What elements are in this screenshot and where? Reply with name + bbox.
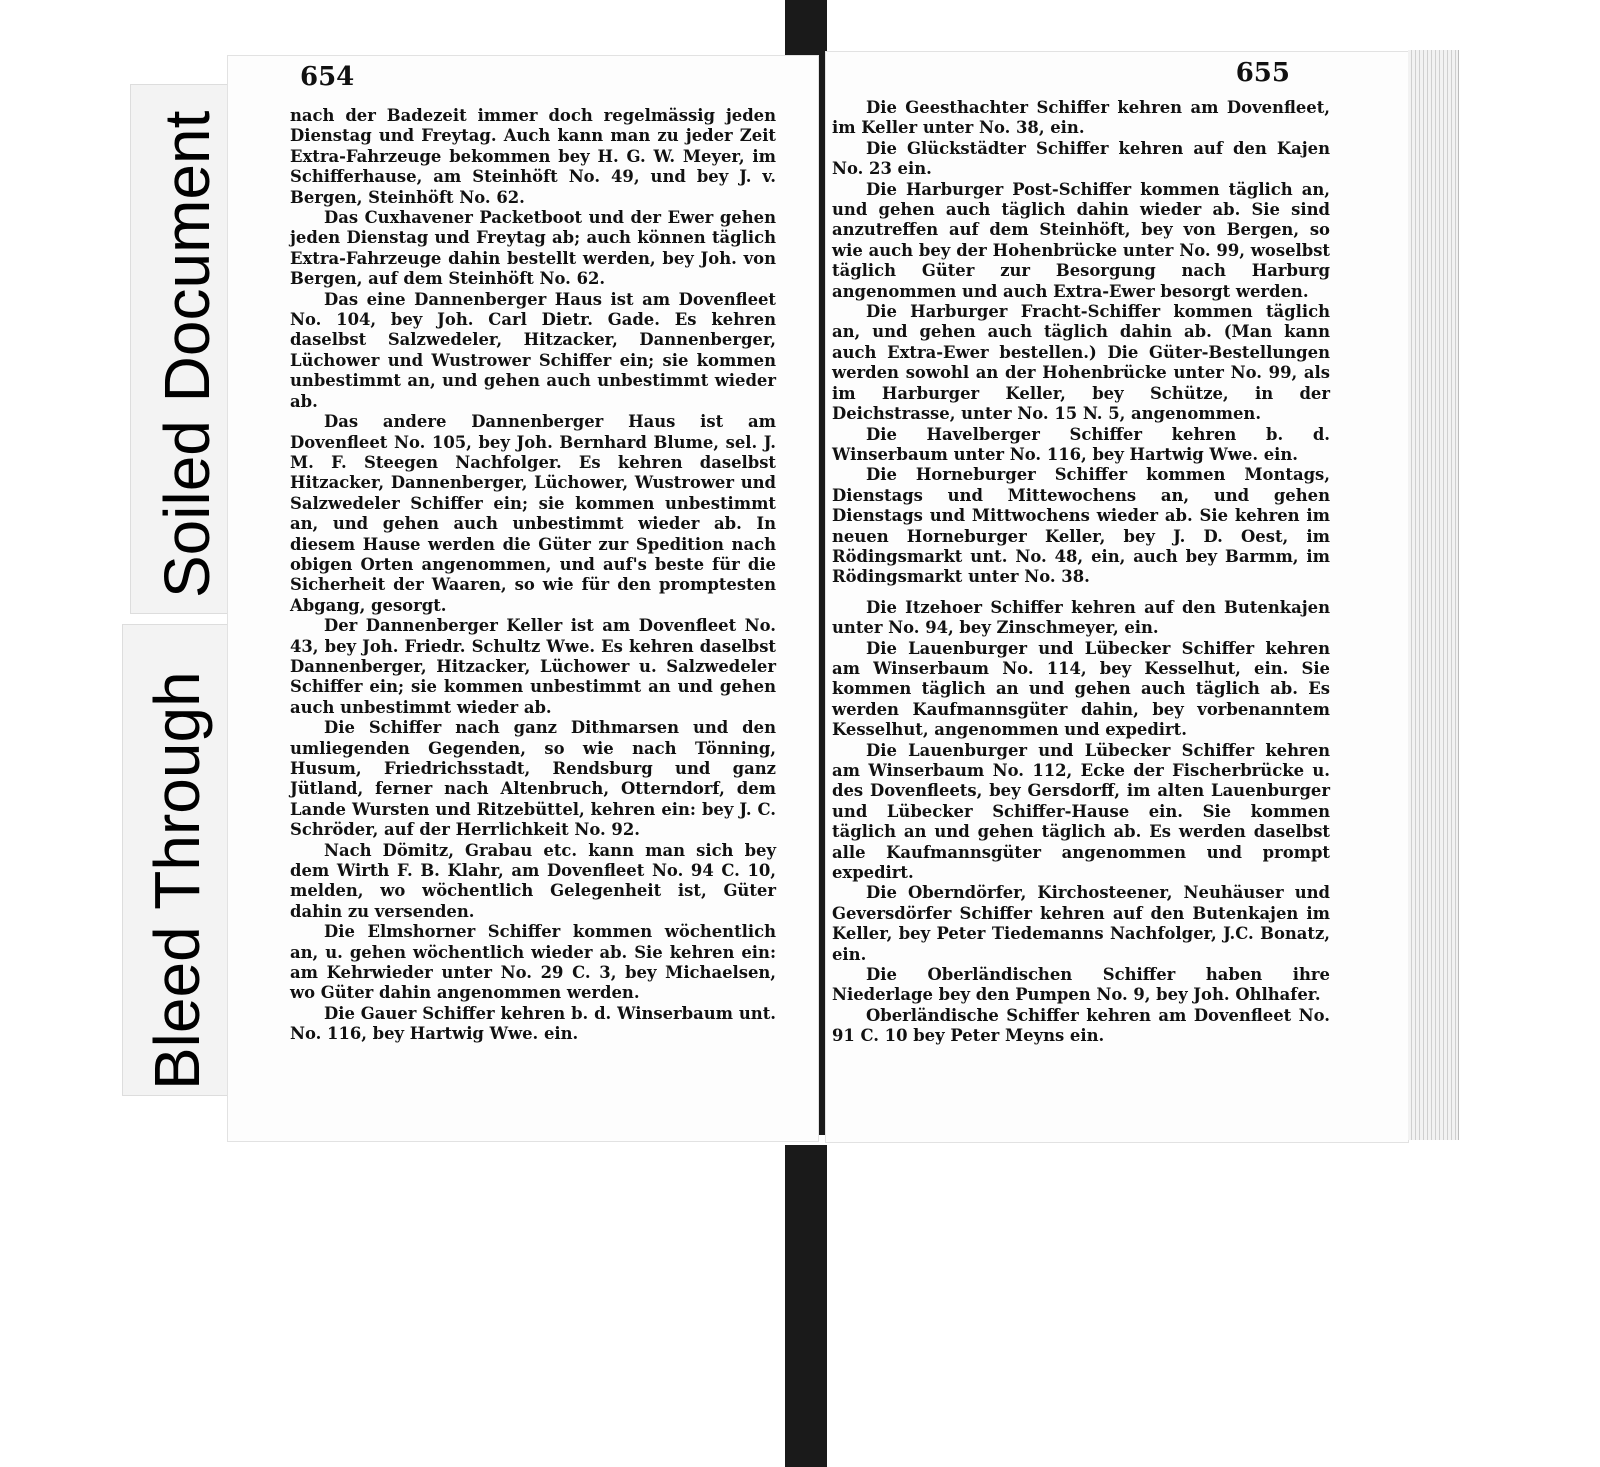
- left-paragraph: Die Schiffer nach ganz Dithmarsen und den umliegenden Gegenden, so wie nach Tönning, Husum, Friedrichsstadt, Rendsburg und ganz Jütland, ferner nach Altenbruch, Otterndorf, dem Lande Wursten und Ritzebüttel, kehren ein: bey J. C. Schröder, auf der Herrlichkeit No. 92.: [290, 718, 776, 840]
- left-paragraph: Das Cuxhavener Packetboot und der Ewer gehen jeden Dienstag und Freytag ab; auch können täglich Extra-Fahrzeuge dahin bestellt werden, bey Joh. von Bergen, auf dem Steinhöft No. 62.: [290, 208, 776, 289]
- right-paragraph: Die Lauenburger und Lübecker Schiffer kehren am Winserbaum No. 112, Ecke der Fischerbrücke u. des Dovenfleets, bey Gersdorff, im alten Lauenburger und Lübecker Schiffer-Hause ein. Sie kommen täglich an und gehen täglich ab. Es werden daselbst alle Kaufmannsgüter angenommen und prompt expedirt.: [832, 740, 1330, 883]
- left-page: [228, 56, 818, 1141]
- right-paragraph: Die Glückstädter Schiffer kehren auf den Kajen No. 23 ein.: [832, 138, 1330, 179]
- left-paragraph: Das eine Dannenberger Haus ist am Dovenfleet No. 104, bey Joh. Carl Dietr. Gade. Es kehren daselbst Salzwedeler, Hitzacker, Dannenberger, Lüchower und Wustrower Schiffer ein; sie kommen unbestimmt an, und gehen auch unbestimmt wieder ab.: [290, 289, 776, 411]
- bleed-through-label: Bleed Through: [141, 671, 213, 1090]
- right-paragraph: Oberländische Schiffer kehren am Dovenfleet No. 91 C. 10 bey Peter Meyns ein.: [832, 1005, 1330, 1046]
- right-paragraph: Die Oberndörfer, Kirchosteener, Neuhäuser und Geversdörfer Schiffer kehren auf den Butenkajen im Keller, bey Peter Tiedemanns Nachfolger, J.C. Bonatz, ein.: [832, 883, 1330, 964]
- right-paragraph: Die Horneburger Schiffer kommen Montags, Dienstags und Mittewochens an, und gehen Dienstags und Mittwochens wieder ab. Sie kehren im neuen Horneburger Keller, bey J. D. Oest, im Rödingsmarkt unt. No. 48, ein, auch bey Barmm, im Rödingsmarkt unter No. 38.: [832, 465, 1330, 587]
- right-page: [826, 52, 1408, 1142]
- right-page-text: [832, 98, 1330, 1047]
- right-page-number: 655: [1235, 58, 1290, 88]
- left-paragraph: nach der Badezeit immer doch regelmässig jeden Dienstag und Freytag. Auch kann man zu jeder Zeit Extra-Fahrzeuge bekommen bey H. G. W. Meyer, im Schifferhause, am Steinhöft No. 49, und bey J. v. Bergen, Steinhöft No. 62.: [290, 106, 776, 207]
- left-page-number: 654: [300, 62, 355, 92]
- right-paragraph: Die Harburger Fracht-Schiffer kommen täglich an, und gehen auch täglich dahin ab. (Man kann auch Extra-Ewer bestellen.) Die Güter-Bestellungen werden sowohl an der Hohenbrücke unter No. 99, als im Harburger Keller, bey Schütze, in der Deichstrasse, unter No. 15 N. 5, angenommen.: [832, 302, 1330, 424]
- right-paragraph: Die Oberländischen Schiffer haben ihre Niederlage bey den Pumpen No. 9, bey Joh. Ohlhafer.: [832, 965, 1330, 1005]
- left-paragraph: Die Gauer Schiffer kehren b. d. Winserbaum unt. No. 116, bey Hartwig Wwe. ein.: [290, 1003, 776, 1044]
- right-paragraph: Die Harburger Post-Schiffer kommen täglich an, und gehen auch täglich dahin wieder ab. Sie sind anzutreffen auf dem Steinhöft, bey von Bergen, so wie auch bey der Hohenbrücke unter No. 99, woselbst täglich Güter zur Besorgung nach Harburg angenommen und auch Extra-Ewer besorgt werden.: [832, 179, 1330, 301]
- page-edges: [1408, 50, 1459, 1140]
- right-paragraph: Die Havelberger Schiffer kehren b. d. Winserbaum unter No. 116, bey Hartwig Wwe. ein.: [832, 424, 1330, 464]
- left-page-text: [290, 106, 776, 1045]
- left-paragraph: Nach Dömitz, Grabau etc. kann man sich bey dem Wirth F. B. Klahr, am Dovenfleet No. 94 C. 10, melden, wo wöchentlich Gelegenheit ist, Güter dahin zu versenden.: [290, 840, 776, 921]
- right-paragraph: Die Geesthachter Schiffer kehren am Dovenfleet, im Keller unter No. 38, ein.: [832, 98, 1330, 138]
- soiled-document-label: Soiled Document: [151, 110, 223, 598]
- right-paragraph: Die Itzehoer Schiffer kehren auf den Butenkajen unter No. 94, bey Zinschmeyer, ein.: [832, 597, 1330, 638]
- left-paragraph: Das andere Dannenberger Haus ist am Dovenfleet No. 105, bey Joh. Bernhard Blume, sel. J. M. F. Steegen Nachfolger. Es kehren daselbst Hitzacker, Dannenberger, Lüchower, Wustrower und Salzwedeler Schiffer ein; sie kommen unbestimmt an, und gehen auch unbestimmt wieder ab. In diesem Hause werden die Güter zur Spedition nach obigen Orten angenommen, und auf's beste für die Sicherheit der Waaren, so wie für den promptesten Abgang, gesorgt.: [290, 412, 776, 615]
- left-paragraph: Der Dannenberger Keller ist am Dovenfleet No. 43, bey Joh. Friedr. Schultz Wwe. Es kehren daselbst Dannenberger, Hitzacker, Lüchower u. Salzwedeler Schiffer ein; sie kommen unbestimmt an und gehen auch unbestimmt wieder ab.: [290, 616, 776, 717]
- right-paragraph: Die Lauenburger und Lübecker Schiffer kehren am Winserbaum No. 114, bey Kesselhut, ein. Sie kommen täglich an und gehen auch täglich ab. Es werden Kaufmannsgüter dahin, bey vorbenanntem Kesselhut, angenommen und expedirt.: [832, 638, 1330, 740]
- left-paragraph: Die Elmshorner Schiffer kommen wöchentlich an, u. gehen wöchentlich wieder ab. Sie kehren ein: am Kehrwieder unter No. 29 C. 3, bey Michaelsen, wo Güter dahin angenommen werden.: [290, 922, 776, 1003]
